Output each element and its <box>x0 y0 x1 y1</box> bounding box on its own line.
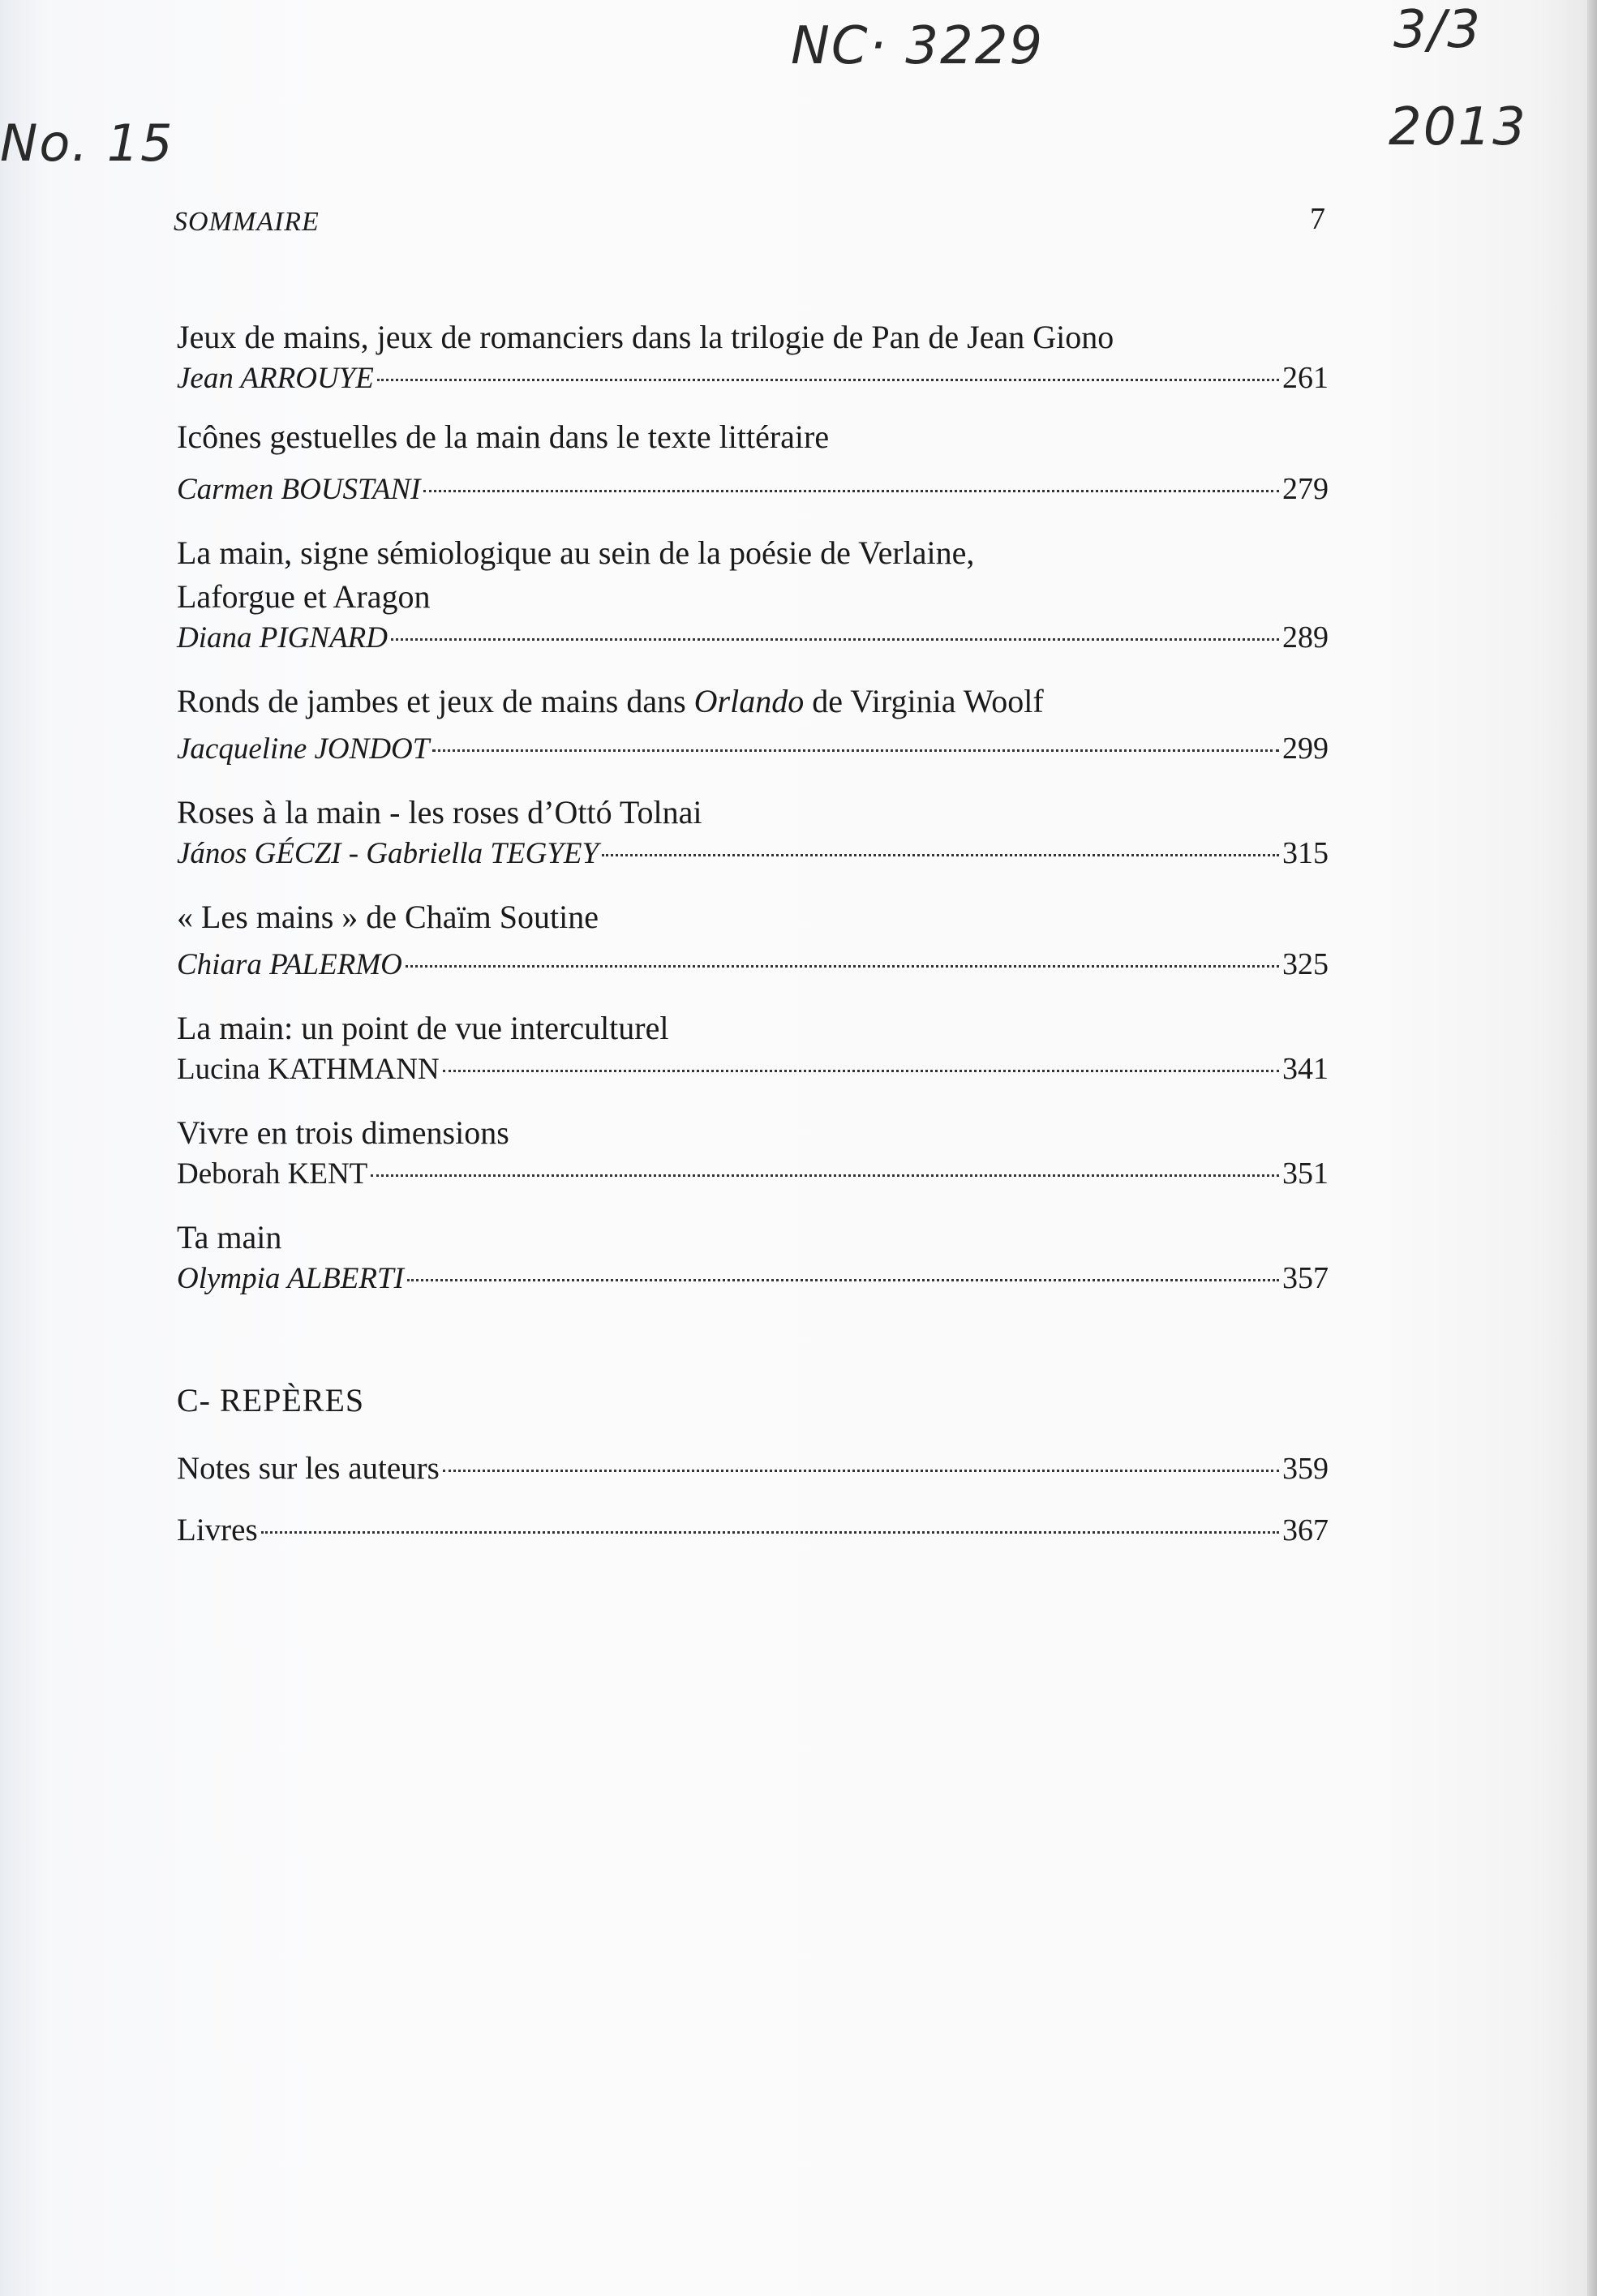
entry-page: 289 <box>1282 620 1329 654</box>
entry-author: Jean ARROUYE <box>177 362 374 395</box>
entry-author-line <box>177 616 1329 659</box>
handwritten-issue-number: No. 15 <box>0 114 174 173</box>
entry-author: János GÉCZI - Gabriella TEGYEY <box>177 837 599 870</box>
dot-leader <box>443 1470 1279 1472</box>
section-item-label: Livres <box>177 1513 258 1547</box>
entry-page: 315 <box>1282 836 1329 870</box>
entry-title <box>177 682 1329 721</box>
page-edge <box>1587 0 1597 2296</box>
entry-page: 357 <box>1282 1261 1329 1295</box>
toc-entry <box>177 318 1329 400</box>
dot-leader <box>377 379 1279 381</box>
entry-title: « Les mains » de Chaïm Soutine <box>177 899 599 935</box>
running-header: SOMMAIRE <box>174 207 320 237</box>
entry-title-line1: La main, signe sémiologique au sein de la poésie de Verlaine, <box>177 534 975 571</box>
toc-entry <box>177 682 1329 770</box>
entry-title: Vivre en trois dimensions <box>177 1114 509 1151</box>
entry-author: Deborah KENT <box>177 1157 368 1191</box>
handwritten-volume: 3/3 <box>1393 0 1482 60</box>
entry-page: 261 <box>1282 361 1329 395</box>
section-item-page: 367 <box>1282 1513 1329 1547</box>
entry-author: Carmen BOUSTANI <box>177 473 421 506</box>
toc-entry <box>177 1114 1329 1195</box>
entry-author-line <box>177 468 1329 511</box>
entry-author-line <box>177 1048 1329 1091</box>
toc-entry <box>177 1218 1329 1300</box>
entry-author: Diana PIGNARD <box>177 621 388 654</box>
entry-title: Roses à la main - les roses d’Ottó Tolnai <box>177 794 702 830</box>
toc-entry <box>177 898 1329 986</box>
entry-title-italic: Orlando <box>693 683 805 719</box>
entry-title-post: de Virginia Woolf <box>804 683 1044 719</box>
toc-entry <box>177 1009 1329 1091</box>
entry-title-line2: Laforgue et Aragon <box>177 578 431 615</box>
entry-title: Jeux de mains, jeux de romanciers dans la trilogie de Pan de Jean Giono <box>177 319 1114 355</box>
dot-leader <box>602 854 1279 856</box>
section-item <box>177 1504 1329 1557</box>
section-item-label: Notes sur les auteurs <box>177 1451 440 1486</box>
entry-page: 325 <box>1282 947 1329 981</box>
entry-page: 341 <box>1282 1052 1329 1086</box>
page-number: 7 <box>1310 202 1325 236</box>
entry-author: Chiara PALERMO <box>177 948 402 981</box>
entry-author-line <box>177 943 1329 986</box>
entry-title: Ta main <box>177 1219 282 1255</box>
section-item-page: 359 <box>1282 1452 1329 1486</box>
dot-leader <box>443 1070 1279 1072</box>
entry-author-line <box>177 832 1329 875</box>
entry-author-line <box>177 1152 1329 1195</box>
entry-page: 279 <box>1282 472 1329 506</box>
entry-page: 351 <box>1282 1157 1329 1191</box>
toc-entry <box>177 418 1329 511</box>
section-heading: C- REPÈRES <box>177 1382 365 1418</box>
entry-author: Lucina KATHMANN <box>177 1053 440 1086</box>
entry-author: Olympia ALBERTI <box>177 1262 404 1295</box>
dot-leader <box>371 1174 1279 1177</box>
dot-leader <box>391 638 1279 641</box>
dot-leader <box>423 490 1279 492</box>
handwritten-year: 2013 <box>1389 97 1527 157</box>
handwritten-call-number: NC· 3229 <box>791 16 1045 76</box>
entry-title-pre: Ronds de jambes et jeux de mains dans <box>177 683 694 719</box>
dot-leader <box>406 965 1279 968</box>
entry-author: Jacqueline JONDOT <box>177 732 430 766</box>
entry-title: Icônes gestuelles de la main dans le texte littéraire <box>177 418 830 455</box>
section-item <box>177 1442 1329 1496</box>
entry-author-line <box>177 1257 1329 1300</box>
entry-author-line <box>177 357 1329 400</box>
entry-page: 299 <box>1282 732 1329 766</box>
dot-leader <box>432 749 1279 752</box>
toc-entry <box>177 534 1329 659</box>
toc-entry <box>177 793 1329 875</box>
table-of-contents <box>177 318 1329 1557</box>
dot-leader <box>407 1279 1279 1281</box>
entry-author-line <box>177 727 1329 770</box>
dot-leader <box>261 1531 1279 1534</box>
entry-title: La main: un point de vue interculturel <box>177 1010 669 1046</box>
